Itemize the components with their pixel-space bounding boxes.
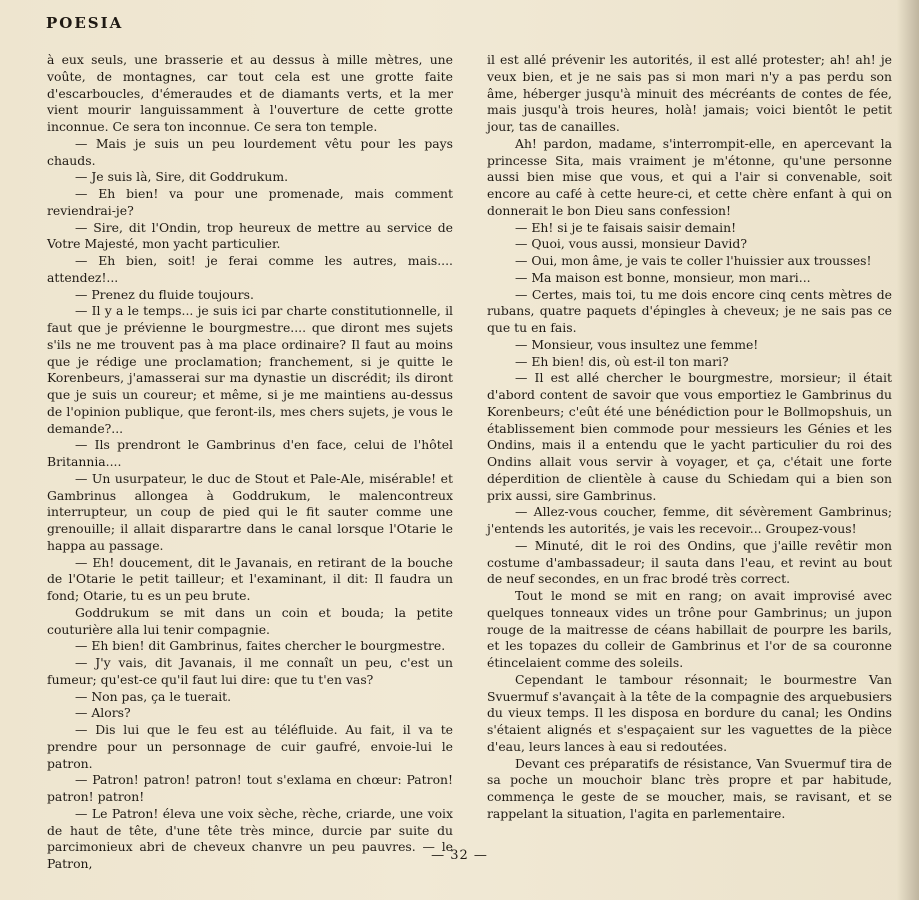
paragraph: — Eh bien! va pour une promenade, mais comment reviendrai-je?	[47, 186, 453, 218]
paragraph: Ah! pardon, madame, s'interrompit-elle, en apercevant la princesse Sita, mais vraiment je m'étonne, qu'une personne aussi bien mise que vous, et qui a l'air si convenable, soit encore au café à cette heure-ci, et cette chère enfant à qui on donnerait le bon Dieu sans confession!	[487, 135, 892, 218]
paragraph: — Quoi, vous aussi, monsieur David?	[515, 236, 747, 252]
paragraph: — J'y vais, dit Javanais, il me connaît un peu, c'est un fumeur; qu'est-ce qu'il faut lui dire: que tu t'en vas?	[47, 655, 453, 687]
paragraph: — Je suis là, Sire, dit Goddrukum.	[75, 169, 289, 185]
paragraph: — Un usurpateur, le duc de Stout et Pale-Ale, misérable! et Gambrinus allongea à Goddrukum, le malencontreux interrupteur, un coup de pied qui le fit sauter comme une grenouille; il allait disparartre dans le canal lorsque l'Otarie le happa au passage.	[47, 470, 453, 553]
left-text-column	[47, 52, 453, 873]
paragraph: — Sire, dit l'Ondin, trop heureux de mettre au service de Votre Majesté, mon yacht particulier.	[47, 219, 453, 252]
running-title: POESIA	[46, 14, 124, 32]
page-edge-shadow	[897, 0, 919, 900]
paragraph: — Ils prendront le Gambrinus d'en face, celui de l'hôtel Britannia....	[47, 437, 453, 469]
paragraph: à eux seuls, une brasserie et au dessus à mille mètres, une voûte, de montagnes, car tout cela est une grotte faite d'escarboucles, d'émeraudes et de diamants verts, et la mer vient mourir languissamment à l'ouverture de cette grotte inconnue. Ce sera ton inconnue. Ce sera ton temple.	[47, 52, 453, 134]
paragraph: — Il est allé chercher le bourgmestre, morsieur; il était d'abord content de savoir que vous emportiez le Gambrinus du Korenbeurs; c'eût été une bénédiction pour le Bollmopshuis, un établissement bien commode pour messieurs les Génies et les Ondins, mais il a entendu que le yacht particulier du roi des Ondins allait vous servir à voyager, et ça, c'était une forte déperdition de clientèle à cause du Schiedam qui a bien son prix aussi, sire Gambrinus.	[487, 370, 892, 503]
paragraph: — Ma maison est bonne, monsieur, mon mari...	[515, 269, 811, 285]
paragraph: — Allez-vous coucher, femme, dit sévèrement Gambrinus; j'entends les autorités, je vais les recevoir... Groupez-vous!	[487, 504, 892, 536]
paragraph: — Eh! doucement, dit le Javanais, en retirant de la bouche de l'Otarie le petit tailleur; et l'examinant, il dit: Il faudra un fond; Otarie, tu es un peu brute.	[47, 554, 453, 603]
paragraph: — Monsieur, vous insultez une femme!	[515, 336, 759, 352]
paragraph: — Oui, mon âme, je vais te coller l'huissier aux trousses!	[515, 253, 872, 268]
paragraph: — Eh bien! dit Gambrinus, faites chercher le bourgmestre.	[75, 638, 446, 654]
paragraph: Devant ces préparatifs de résistance, Van Svuermuf tira de sa poche un mouchoir blanc très propre et par habitude, commença le geste de se moucher, mais, se ravisant, et se rappelant la situation, l'agita en parlementaire.	[487, 755, 892, 821]
paragraph: — Dis lui que le feu est au téléfluide. Au fait, il va te prendre pour un personnage de cuir gaufré, envoie-lui le patron.	[47, 722, 453, 771]
paragraph: — Mais je suis un peu lourdement vêtu pour les pays chauds.	[47, 135, 453, 168]
paragraph: — Minuté, dit le roi des Ondins, que j'aille revêtir mon costume d'ambassadeur; il sauta dans l'eau, et revint au bout de neuf secondes, en un frac brodé très correct.	[487, 537, 892, 587]
paragraph: il est allé prévenir les autorités, il est allé protester; ah! ah! je veux bien, et je ne sais pas si mon mari n'y a pas perdu son âme, héberger jusqu'à minuit des mécréants de contes de fée, mais jusqu'à trois heures, holà! jamais; voici bientôt le petit jour, tas de canailles.	[487, 52, 892, 134]
paragraph: Goddrukum se mit dans un coin et bouda; la petite couturière alla lui tenir compagnie.	[47, 604, 453, 637]
paragraph: — Le Patron! éleva une voix sèche, rèche, criarde, une voix de haut de tête, d'une tête très mince, durcie par suite du parcimonieux abri de cheveux chanvre un peu pauvres. — le Patron,	[47, 805, 453, 871]
paragraph: — Eh bien, soit! je ferai comme les autres, mais.... attendez!...	[47, 253, 453, 285]
paragraph: — Eh bien! dis, où est-il ton mari?	[515, 353, 729, 369]
paragraph: — Patron! patron! patron! tout s'exlama en chœur: Patron! patron! patron!	[47, 772, 453, 804]
paragraph: Tout le mond se mit en rang; on avait improvisé avec quelques tonneaux vides un trône pour Gambrinus; un jupon rouge de la maitresse de céans habillait de pourpre les barils, et les topazes du colleir de Gambrinus et l'or de sa couronne étincelaient comme des soleils.	[487, 588, 892, 670]
page-number: — 32 —	[431, 848, 488, 863]
paragraph: — Eh! si je te faisais saisir demain!	[515, 219, 737, 235]
paragraph: Cependant le tambour résonnait; le bourmestre Van Svuermuf s'avançait à la tête de la compagnie des arquebusiers du vieux temps. Il les disposa en bordure du canal; les Ondins s'étaient alignés et s'espaçaient sur les vaguettes de la pièce d'eau, leurs lances à eau si redoutées.	[487, 671, 892, 754]
paragraph: — Certes, mais toi, tu me dois encore cinq cents mètres de rubans, quatre paquets d'épingles à cheveux; je ne sais pas ce que tu en fais.	[487, 286, 892, 335]
paragraph: — Alors?	[75, 705, 131, 721]
paragraph: — Il y a le temps... je suis ici par charte constitutionnelle, il faut que je prévienne le bourgmestre.... que diront mes sujets s'ils ne me trouvent pas à ma place ordinaire? Il faut au moins que je rédige une proclamation; franchement, si je quitte le Korenbeurs, j'amasserai sur ma dynastie un discrédit; ils diront que je suis un coureur; et même, si je me maintiens au-dessus de l'opinion publique, que feront-ils, mes chers sujets, je vous le demande?...	[47, 303, 453, 436]
paragraph: — Prenez du fluide toujours.	[75, 286, 254, 302]
paragraph: — Non pas, ça le tuerait.	[75, 688, 232, 704]
right-text-column	[487, 52, 892, 823]
